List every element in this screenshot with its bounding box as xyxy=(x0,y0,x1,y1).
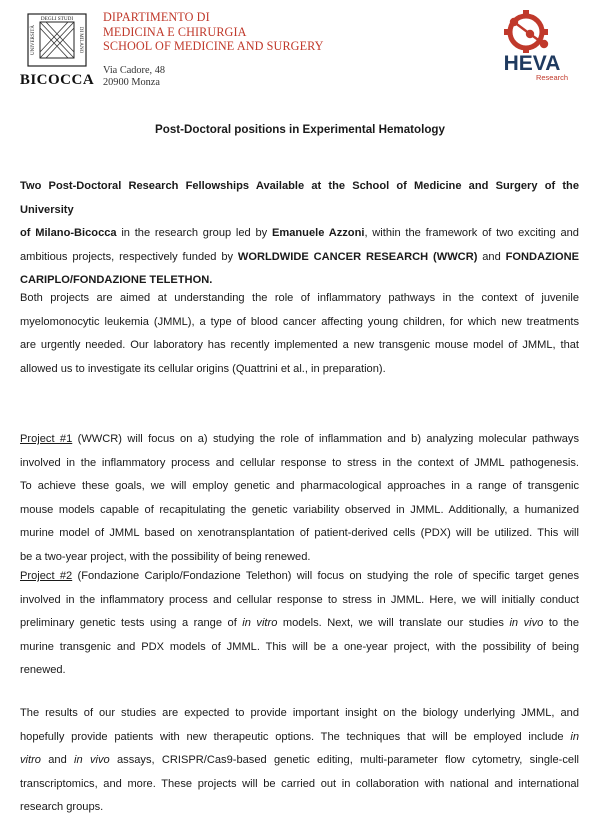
project2-line-3 xyxy=(20,612,579,636)
project2-text-3c: to the xyxy=(543,617,580,630)
svg-text:BICOCCA: BICOCCA xyxy=(20,72,94,88)
aims-line-3: are urgently needed. Our laboratory has recently implemented a new transgenic mouse model of JMML, that xyxy=(20,339,579,352)
svg-text:DI MILANO: DI MILANO xyxy=(78,26,83,54)
intro-line-2 xyxy=(20,222,579,246)
results-italic-in-vivo: in vivo xyxy=(74,754,110,767)
letterhead xyxy=(0,0,600,110)
intro-bold-pi: Emanuele Azzoni xyxy=(271,227,365,240)
project1-line-3: To achieve these goals, we will employ genetic and pharmacological approaches in a range of transgenic xyxy=(20,480,579,493)
results-line-2 xyxy=(20,726,579,750)
project2-line-1 xyxy=(20,565,579,589)
svg-text:UNIVERSITÀ: UNIVERSITÀ xyxy=(31,25,36,55)
project2-line-5: renewed. xyxy=(20,664,66,677)
results-italic-vitro: vitro xyxy=(20,754,41,767)
intro-paragraph xyxy=(20,175,579,293)
results-line-5: research groups. xyxy=(20,801,104,814)
intro-line-1 xyxy=(20,175,579,222)
page-title: Post-Doctoral positions in Experimental Hematology xyxy=(155,123,445,136)
department-name-line3: SCHOOL OF MEDICINE AND SURGERY xyxy=(103,39,324,53)
project1-line-6: be a two-year project, with the possibility of being renewed. xyxy=(20,550,311,563)
results-text-3a: and xyxy=(40,754,75,767)
project1-text-1: (WWCR) will focus on a) studying the role of inflammation and b) analyzing molecular pathways xyxy=(72,433,579,445)
project1-paragraph xyxy=(20,428,579,570)
svg-text:Research: Research xyxy=(535,73,569,82)
intro-bold-cariplo-telethon: CARIPLO/FONDAZIONE TELETHON. xyxy=(20,274,213,287)
project1-line-2: involved in the inflammatory process and cellular response to stress in the context of JMML pathogenesis. xyxy=(20,456,579,469)
results-line-1: The results of our studies are expected to provide important insight on the biology underlying JMML, and xyxy=(20,707,579,719)
address-street: Via Cadore, 48 xyxy=(103,64,166,76)
results-paragraph xyxy=(20,702,579,820)
project2-text-3a: preliminary genetic tests using a range of xyxy=(20,617,243,630)
address-city: 20900 Monza xyxy=(103,77,160,88)
project1-line-5: murine model of JMML based on xenotransplantation of patient-derived cells (PDX) will be utilized. This will xyxy=(20,527,579,540)
intro-bold-university: of Milano-Bicocca xyxy=(20,227,117,240)
project1-line-1 xyxy=(20,428,579,452)
project2-italic-in-vivo: in vivo xyxy=(509,617,544,630)
project1-label: Project #1 xyxy=(20,433,73,445)
intro-bold-fondazione: FONDAZIONE xyxy=(505,250,579,263)
university-logo xyxy=(20,8,94,88)
project2-paragraph xyxy=(20,565,579,683)
project2-label: Project #2 xyxy=(20,570,73,582)
project2-text-3b: models. Next, we will translate our studies xyxy=(277,617,510,630)
heva-research-logo xyxy=(478,10,584,82)
aims-line-4: allowed us to investigate its cellular origins (Quattrini et al., in preparation). xyxy=(20,362,386,375)
project2-line-4: murine transgenic and PDX models of JMML. This will be a one-year project, with the possibility of being xyxy=(20,640,579,653)
project2-line-2: involved in the inflammatory process and cellular response to stress in JMML. Here, we will initially conduct xyxy=(20,593,579,606)
results-text-2a: hopefully provide patients with new therapeutic options. The techniques that will be employed include xyxy=(20,730,571,743)
results-text-3b: assays, CRISPR/Cas9-based genetic editing, multi-parameter flow cytometry, single-cell xyxy=(109,754,579,767)
department-name-line1: DIPARTIMENTO DI xyxy=(103,10,210,24)
aims-paragraph xyxy=(20,287,579,381)
aims-line-2: myelomonocytic leukemia (JMML), a type of blood cancer affecting young children, for which new treatments xyxy=(20,315,579,328)
project2-text-1: (Fondazione Cariplo/Fondazione Telethon) will focus on studying the role of specific target genes xyxy=(72,570,579,582)
results-line-4: transcriptomics, and more. These projects will be carried out in collaboration with national and international xyxy=(20,777,579,790)
svg-text:DEGLI STUDI: DEGLI STUDI xyxy=(40,16,74,22)
department-name-line2: MEDICINA E CHIRURGIA xyxy=(103,24,247,39)
intro-line-3 xyxy=(20,246,579,270)
results-italic-in: in xyxy=(570,730,579,743)
intro-text-1: in the research group led by xyxy=(116,227,272,240)
department-block xyxy=(103,10,324,90)
aims-line-1: Both projects are aimed at understanding the role of inflammatory pathways in the context of juvenile xyxy=(20,292,579,304)
project1-line-4: mouse models capable of recapitulating the genetic variability observed in JMML. Additionally, a humanized xyxy=(20,503,579,516)
intro-text-3: ambitious projects, respectively funded by xyxy=(20,250,238,263)
intro-bold-announcement: Two Post-Doctoral Research Fellowships Available at the School of Medicine and Surgery of the University xyxy=(20,180,579,216)
svg-text:HEVA: HEVA xyxy=(503,52,561,75)
intro-text-4: and xyxy=(477,250,506,263)
intro-text-2: , within the framework of two exciting and xyxy=(364,227,579,240)
intro-bold-wwcr: WORLDWIDE CANCER RESEARCH (WWCR) xyxy=(237,250,478,263)
results-line-3 xyxy=(20,749,579,773)
project2-italic-in-vitro: in vitro xyxy=(242,617,278,630)
